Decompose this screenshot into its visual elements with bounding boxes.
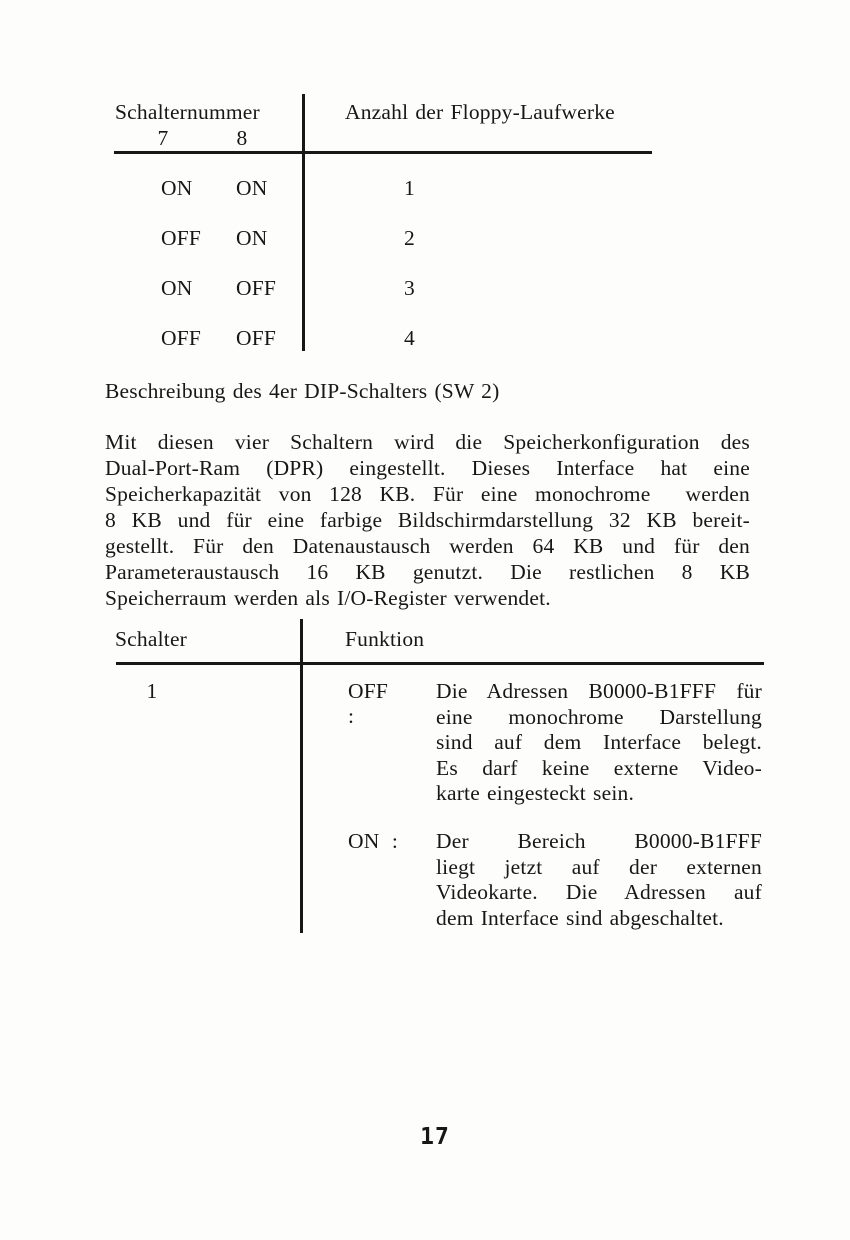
floppy-table-col1-header: Schalternummer	[115, 100, 260, 124]
paragraph-line: 8 KB und für eine farbige Bildschirmdarstellung 32 KB bereit-	[105, 508, 750, 532]
floppy-table-vertical-divider	[302, 94, 305, 351]
off-state-label: OFF :	[348, 679, 389, 728]
function-table-vertical-divider	[300, 619, 303, 933]
paragraph-line: Speicherkapazität von 128 KB. Für eine monochrome werden	[105, 482, 750, 506]
function-text-line: dem Interface sind abgeschaltet.	[436, 905, 724, 930]
floppy-table-row	[0, 176, 850, 200]
function-text-line: liegt jetzt auf der externen	[436, 854, 762, 879]
function-text-line: Die Adressen B0000-B1FFF für	[436, 679, 762, 703]
floppy-table-col2-header: Anzahl der Floppy-Laufwerke	[345, 100, 615, 124]
drive-count: 3	[404, 276, 415, 300]
switch8-state: OFF	[236, 326, 277, 350]
section-heading: Beschreibung des 4er DIP-Schalters (SW 2)	[105, 379, 500, 403]
drive-count: 1	[404, 176, 415, 200]
paragraph-line: gestellt. Für den Datenaustausch werden 64 KB und für den	[105, 534, 750, 558]
switch7-state: OFF	[161, 226, 202, 250]
on-state-label: ON :	[348, 829, 398, 853]
drive-count: 4	[404, 326, 415, 350]
floppy-table-row	[0, 276, 850, 300]
paragraph-line: Speicherraum werden als I/O-Register verwendet.	[105, 586, 551, 610]
switch8-state: ON	[236, 226, 268, 250]
floppy-table-subheader-switch8: 8	[236, 126, 248, 150]
floppy-table-row	[0, 326, 850, 350]
function-text-line: eine monochrome Darstellung	[436, 704, 762, 729]
switch7-state: ON	[161, 276, 193, 300]
function-text-line: karte eingesteckt sein.	[436, 781, 635, 805]
on-function-text	[436, 829, 762, 931]
drive-count: 2	[404, 226, 415, 250]
function-text-line: Der Bereich B0000-B1FFF	[436, 829, 762, 853]
off-function-text	[436, 679, 762, 807]
paragraph-line: Parameteraustausch 16 KB genutzt. Die restlichen 8 KB	[105, 560, 750, 584]
function-table-col2-header: Funktion	[345, 627, 425, 651]
floppy-table-subheader-switch7: 7	[157, 126, 169, 150]
function-table-header-rule	[116, 662, 764, 665]
function-text-line: Es darf keine externe Video-	[436, 755, 762, 780]
floppy-table-row	[0, 226, 850, 250]
paragraph-line: Mit diesen vier Schaltern wird die Speicherkonfiguration des	[105, 430, 750, 454]
function-table-col1-header: Schalter	[115, 627, 188, 651]
function-text-line: Videokarte. Die Adressen auf	[436, 880, 762, 904]
page-number: 17	[420, 1124, 450, 1150]
floppy-table-header-rule	[114, 151, 652, 154]
switch7-state: ON	[161, 176, 193, 200]
section-paragraph	[105, 429, 750, 611]
switch-number: 1	[146, 679, 158, 703]
switch8-state: ON	[236, 176, 268, 200]
switch8-state: OFF	[236, 276, 277, 300]
switch7-state: OFF	[161, 326, 202, 350]
paragraph-line: Dual-Port-Ram (DPR) eingestellt. Dieses Interface hat eine	[105, 456, 750, 480]
function-text-line: sind auf dem Interface belegt.	[436, 730, 762, 754]
